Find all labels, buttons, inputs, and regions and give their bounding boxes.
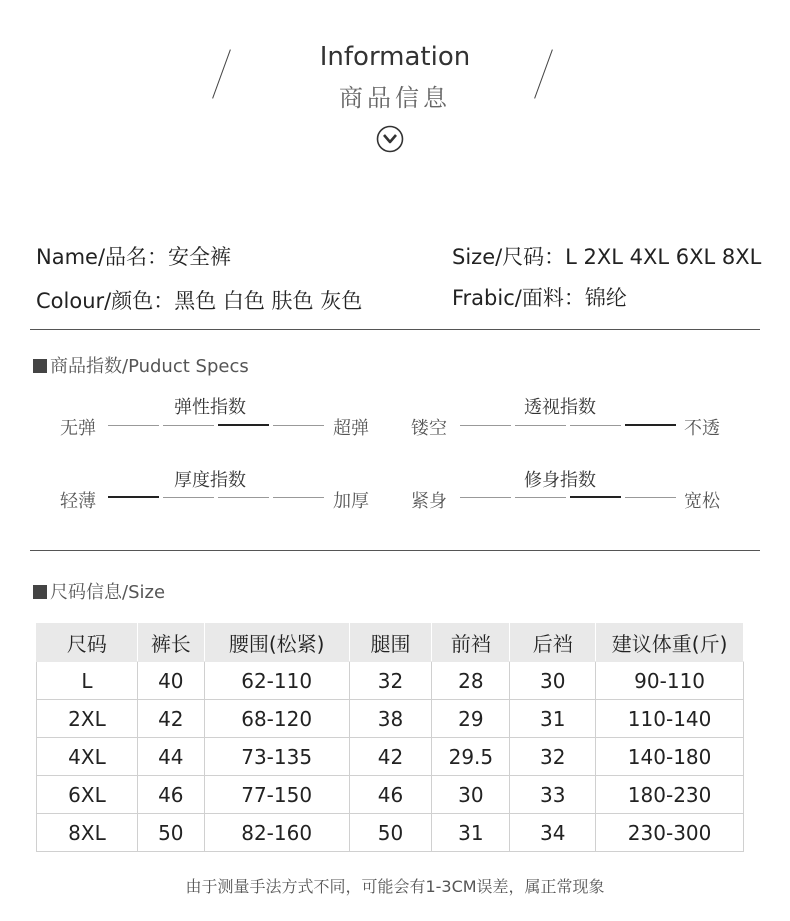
table-cell: 31 bbox=[510, 700, 596, 738]
divider bbox=[30, 329, 760, 330]
spec-max-label: 不透 bbox=[684, 418, 720, 439]
spec-level-segment bbox=[570, 425, 621, 426]
table-cell: 82-160 bbox=[204, 814, 349, 852]
table-row bbox=[37, 776, 744, 814]
spec-level-segment bbox=[273, 497, 324, 498]
spec-min-label: 紧身 bbox=[411, 491, 447, 512]
spec-level-segment bbox=[515, 425, 566, 426]
table-header-cell: 腿围 bbox=[349, 624, 432, 662]
spec-level-active bbox=[570, 496, 621, 498]
spec-level-segment bbox=[515, 497, 566, 498]
spec-min-label: 镂空 bbox=[411, 418, 447, 439]
table-cell: 46 bbox=[137, 776, 204, 814]
header-title-en: Information bbox=[319, 42, 471, 72]
table-cell: 29.5 bbox=[432, 738, 510, 776]
spec-level-segment bbox=[273, 425, 324, 426]
size-table bbox=[36, 623, 744, 852]
spec-level-segment bbox=[108, 425, 159, 426]
spec-title: 弹性指数 bbox=[174, 397, 246, 418]
specs-section-text: 商品指数/Puduct Specs bbox=[50, 356, 249, 377]
table-cell: L bbox=[37, 662, 138, 700]
header-title-cn: 商品信息 bbox=[339, 84, 451, 112]
table-cell: 34 bbox=[510, 814, 596, 852]
spec-min-label: 轻薄 bbox=[60, 491, 96, 512]
table-cell: 90-110 bbox=[596, 662, 744, 700]
table-cell: 8XL bbox=[37, 814, 138, 852]
table-cell: 140-180 bbox=[596, 738, 744, 776]
spec-level-active bbox=[108, 496, 159, 498]
table-cell: 42 bbox=[137, 700, 204, 738]
spec-level-segment bbox=[460, 497, 511, 498]
square-bullet-icon bbox=[33, 585, 47, 599]
table-header-cell: 后裆 bbox=[510, 624, 596, 662]
spec-title: 透视指数 bbox=[524, 397, 596, 418]
table-cell: 44 bbox=[137, 738, 204, 776]
table-cell: 4XL bbox=[37, 738, 138, 776]
spec-title: 厚度指数 bbox=[174, 470, 246, 491]
specs-section-label bbox=[33, 352, 249, 378]
spec-level-segment bbox=[625, 497, 676, 498]
table-header-cell: 前裆 bbox=[432, 624, 510, 662]
table-cell: 40 bbox=[137, 662, 204, 700]
table-row bbox=[37, 700, 744, 738]
table-header-cell: 建议体重(斤) bbox=[596, 624, 744, 662]
table-row bbox=[37, 738, 744, 776]
table-cell: 62-110 bbox=[204, 662, 349, 700]
measurement-note: 由于测量手法方式不同，可能会有1-3CM误差，属正常现象 bbox=[185, 877, 605, 896]
spec-title: 修身指数 bbox=[524, 470, 596, 491]
table-cell: 38 bbox=[349, 700, 432, 738]
spec-max-label: 加厚 bbox=[333, 491, 369, 512]
table-cell: 2XL bbox=[37, 700, 138, 738]
table-cell: 180-230 bbox=[596, 776, 744, 814]
table-cell: 73-135 bbox=[204, 738, 349, 776]
table-cell: 32 bbox=[349, 662, 432, 700]
square-bullet-icon bbox=[33, 359, 47, 373]
table-header-cell: 尺码 bbox=[37, 624, 138, 662]
table-cell: 28 bbox=[432, 662, 510, 700]
product-fabric: Frabic/面料：锦纶 bbox=[452, 286, 627, 310]
table-cell: 230-300 bbox=[596, 814, 744, 852]
table-cell: 29 bbox=[432, 700, 510, 738]
table-cell: 46 bbox=[349, 776, 432, 814]
spec-level-segment bbox=[163, 497, 214, 498]
product-sizes: Size/尺码：L 2XL 4XL 6XL 8XL bbox=[452, 245, 762, 269]
spec-level-segment bbox=[460, 425, 511, 426]
table-header-row bbox=[37, 624, 744, 662]
spec-level-segment bbox=[218, 497, 269, 498]
spec-level-segment bbox=[163, 425, 214, 426]
spec-max-label: 超弹 bbox=[333, 418, 369, 439]
table-cell: 33 bbox=[510, 776, 596, 814]
table-row bbox=[37, 814, 744, 852]
table-cell: 30 bbox=[432, 776, 510, 814]
table-header-cell: 裤长 bbox=[137, 624, 204, 662]
product-colours: Colour/颜色：黑色 白色 肤色 灰色 bbox=[36, 289, 363, 313]
table-row bbox=[37, 662, 744, 700]
table-cell: 110-140 bbox=[596, 700, 744, 738]
table-cell: 68-120 bbox=[204, 700, 349, 738]
table-cell: 32 bbox=[510, 738, 596, 776]
table-cell: 30 bbox=[510, 662, 596, 700]
table-cell: 42 bbox=[349, 738, 432, 776]
spec-min-label: 无弹 bbox=[60, 418, 96, 439]
table-cell: 50 bbox=[349, 814, 432, 852]
table-header-cell: 腰围(松紧) bbox=[204, 624, 349, 662]
spec-level-active bbox=[625, 424, 676, 426]
size-section-label bbox=[33, 578, 165, 604]
spec-level-active bbox=[218, 424, 269, 426]
divider bbox=[30, 550, 760, 551]
chevron-down-circle-icon bbox=[376, 125, 404, 153]
table-cell: 50 bbox=[137, 814, 204, 852]
table-cell: 77-150 bbox=[204, 776, 349, 814]
spec-max-label: 宽松 bbox=[684, 491, 720, 512]
size-section-text: 尺码信息/Size bbox=[50, 582, 166, 603]
table-cell: 6XL bbox=[37, 776, 138, 814]
table-cell: 31 bbox=[432, 814, 510, 852]
product-name: Name/品名：安全裤 bbox=[36, 245, 232, 269]
